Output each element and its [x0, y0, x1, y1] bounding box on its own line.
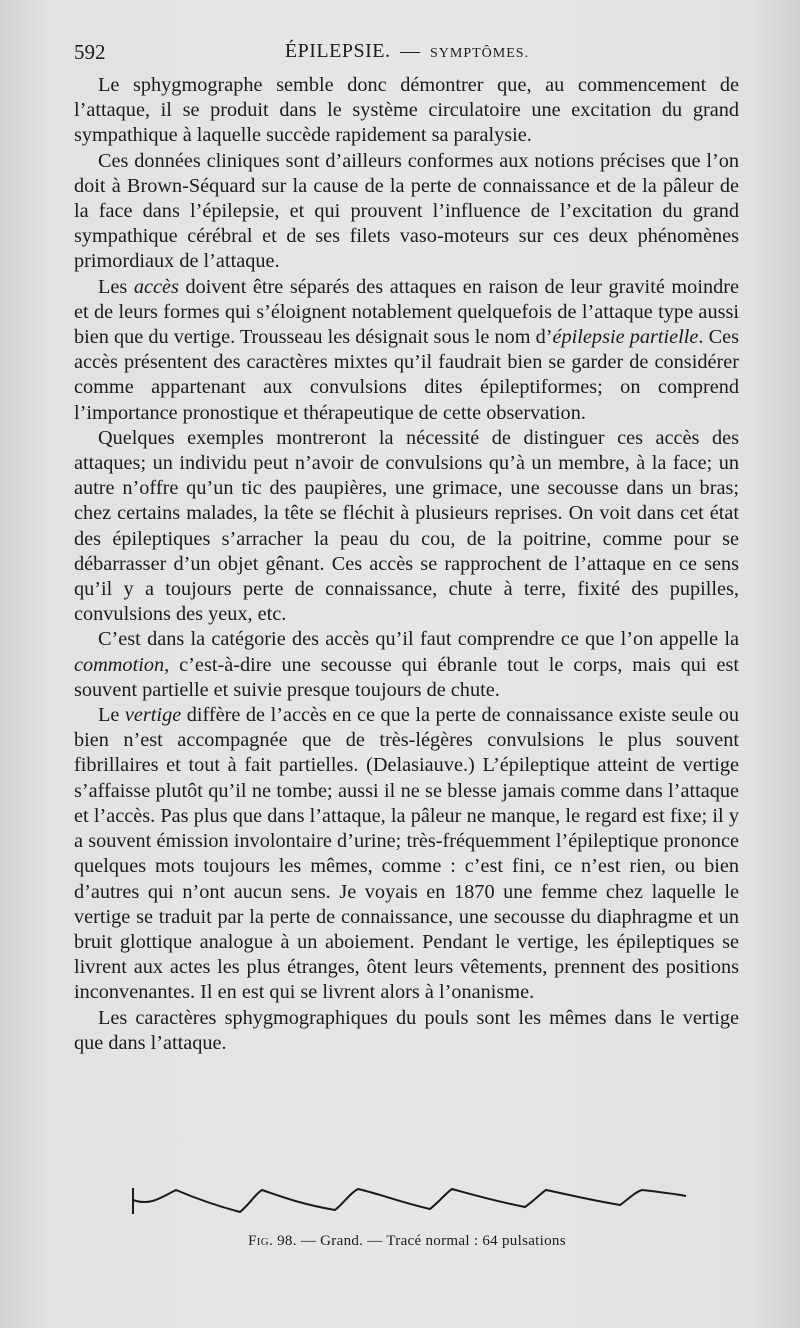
paragraph-3-text-b: doivent être séparés des attaques en raison de leur gravité moindre et de leurs formes qui s’éloignent notablement quelquefois de l’attaque type aussi bien que du vertige. Trousseau les désignait sous le nom d’ — [74, 275, 739, 349]
pulse-tracing-figure — [60, 1178, 740, 1238]
paragraph-3 — [74, 275, 739, 426]
paragraph-5-text-a: C’est dans la catégorie des accès qu’il faut comprendre ce que l’on appelle la — [98, 628, 739, 651]
term-epilepsie-partielle: épilepsie partielle — [552, 326, 699, 349]
figure-caption — [74, 1233, 740, 1250]
term-vertige: vertige — [124, 704, 182, 727]
paragraph-2: Ces données cliniques sont d’ailleurs conformes aux notions précises que l’on doit à Brown-Séquard sur la cause de la perte de connaissance et de la pâleur de la face dans l’épilepsie, et qui prouvent l’influence de l’excitation du grand sympathique cérébral et de ses filets vaso-moteurs sur ces deux phénomènes primordiaux de l’attaque. — [74, 149, 739, 273]
paragraph-1: Le sphygmographe semble donc démontrer que, au commencement de l’attaque, il se produit dans le système circulatoire une excitation du grand sympathique à laquelle succède rapidement sa paralysie. — [74, 74, 739, 147]
paragraph-6 — [74, 703, 739, 1005]
figure-label: Fig. 98. — [248, 1233, 297, 1249]
term-acces: accès — [133, 275, 179, 298]
body-text — [74, 73, 739, 1056]
paragraph-5 — [74, 627, 739, 703]
paragraph-4: Quelques exemples montreront la nécessité de distinguer ces accès des attaques; un individu peut n’avoir de convulsions qu’à un membre, à la face; un autre n’offre qu’un tic des paupières, une grimace, une secousse dans un bras; chez certains malades, la tête se fléchit à plusieurs reprises. On voit dans cet état des épileptiques s’arracher la peau du cou, de la poitrine, comme pour se débarrasser d’un objet gênant. Ces accès se rapprochent de l’attaque en ce sens qu’il y a toujours perte de connaissance, chute à terre, fixité des pupilles, convulsions des yeux, etc. — [74, 426, 739, 626]
running-title: ÉPILEPSIE. — [284, 40, 391, 62]
paragraph-6-text-a: Le — [98, 704, 125, 727]
paragraph-5-text-b: , c’est-à-dire une secousse qui ébranle tout le corps, mais qui est souvent partielle et suivie presque toujours de chute. — [74, 653, 739, 701]
running-head-dash: — — [399, 40, 421, 62]
running-section: SYMPTÔMES. — [429, 46, 530, 61]
paragraph-3-text-a: Les — [98, 275, 134, 298]
figure-caption-text: — Grand. — Tracé normal : 64 pulsations — [300, 1233, 566, 1249]
term-commotion: commotion — [74, 653, 165, 676]
paragraph-7: Les caractères sphygmographiques du pouls sont les mêmes dans le vertige que dans l’attaque. — [74, 1006, 739, 1054]
running-head — [74, 40, 740, 63]
paragraph-6-text-b: diffère de l’accès en ce que la perte de connaissance existe seule ou bien n’est accompagnée que de très-légères convulsions le plus souvent fibrillaires et tout à fait partielles. (Delasiauve.) L’épileptique atteint de vertige s’affaisse plutôt qu’il ne tombe; aussi il ne se blesse jamais comme dans l’attaque et l’accès. Pas plus que dans l’attaque, la pâleur ne manque, le regard est fixe; il y a souvent émission involontaire d’urine; très-fréquemment l’épileptique prononce quelques mots toujours les mêmes, comme : c’est fini, ce n’est rien, ou bien d’autres qui n’ont aucun sens. Je voyais en 1870 une femme chez laquelle le vertige se traduit par la perte de connaissance, une secousse du diaphragme et un bruit glottique analogue à un aboiement. Pendant le vertige, les épileptiques se livrent aux actes les plus étranges, ôtent leurs vêtements, prennent des positions inconvenantes. Il en est qui se livrent alors à l’onanisme. — [74, 704, 739, 1004]
page-number: 592 — [74, 40, 106, 64]
page-header — [74, 40, 740, 70]
pulse-tracing-icon — [130, 1178, 690, 1228]
paragraph-3-text-c: . Ces accès présentent des caractères mixtes qu’il faudrait bien se garder de considérer comme appartenant aux convulsions dites épileptiformes; on comprend l’importance pronostique et thérapeutique de cette observation. — [74, 326, 740, 424]
